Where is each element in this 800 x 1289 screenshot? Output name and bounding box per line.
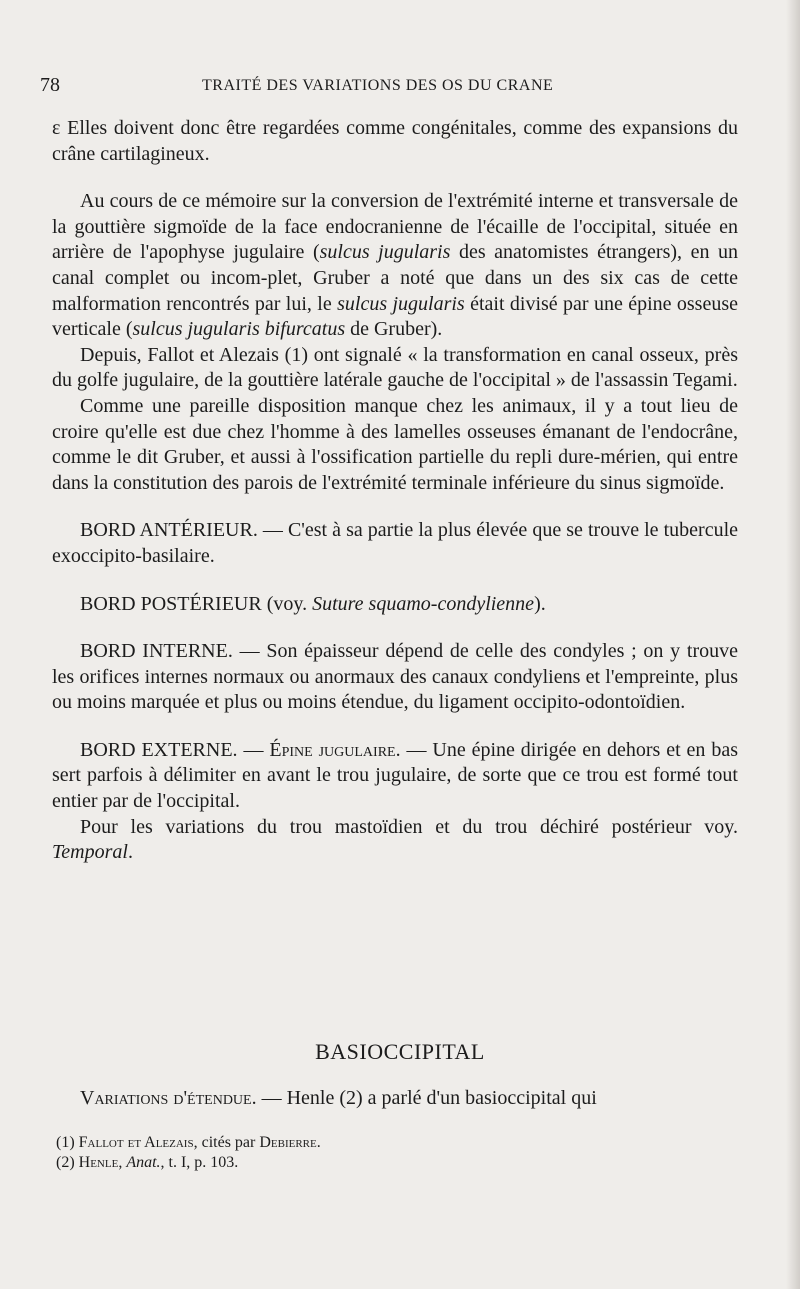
paragraph-bord-externe: [52, 738, 738, 815]
text-run: cités par: [197, 1134, 260, 1151]
text-run: — Henle (2) a parlé d'un basioccipital qui: [256, 1087, 597, 1109]
paragraph-3: Depuis, Fallot et Alezais (1) ont signalé « la transformation en canal osseux, près du golfe jugulaire, de la gouttière latérale gauche de l'occipital » de l'assassin Tegami.: [52, 343, 738, 392]
text-run: (voy.: [261, 592, 313, 615]
section-head: BORD ANTÉRIEUR.: [80, 519, 258, 542]
small-caps-term: Variations d'étendue.: [80, 1087, 257, 1109]
section-lead-paragraph: [52, 1086, 738, 1112]
section-head: BORD INTERNE.: [80, 640, 233, 663]
section-head: BORD EXTERNE.: [80, 738, 238, 761]
italic-term: sulcus jugularis: [337, 292, 465, 315]
footnote-2: [56, 1153, 736, 1173]
text-run: , t. I, p. 103.: [160, 1154, 239, 1171]
text-run: —: [237, 738, 270, 761]
text-run: des anatomistes étrangers), en un canal complet ou incom-plet, Gruber a noté que dans un des six cas de cette malformation rencontrés par lui, le: [52, 241, 738, 315]
italic-term: sulcus jugularis: [319, 241, 451, 264]
small-caps-term: Debierre.: [259, 1134, 321, 1151]
text-run: était divisé par une épine osseuse verticale (: [52, 292, 739, 341]
paragraph-4: Comme une pareille disposition manque chez les animaux, il y a tout lieu de croire qu'elle est due chez l'homme à des lamelles osseuses émanant de l'endocrâne, comme le dit Gruber, et aussi à l'ossification partielle du repli dure-mérien, qui entre dans la constitution des parois de l'extrémité terminale inférieure du sinus sigmoïde.: [52, 394, 738, 494]
text-run: Pour les variations du trou mastoïdien et du trou déchiré postérieur voy.: [80, 815, 738, 838]
text-run: — Une épine dirigée en dehors et en bas sert parfois à délimiter en avant le trou jugulaire, de sorte que ce trou est formé tout entier par de l'occipital.: [52, 738, 738, 813]
small-caps-term: Henle,: [78, 1154, 123, 1171]
paragraph-bord-posterieur: [52, 592, 738, 618]
page-edge-shadow: [786, 0, 800, 1289]
text-run: — C'est à sa partie la plus élevée que se trouve le tubercule exoccipito-basilaire.: [52, 519, 738, 567]
text-run: — Son épaisseur dépend de celle des condyles ; on y trouve les orifices internes normaux ou anormaux des canaux condyliens et l'empreinte, plus ou moins marquée et plus ou moins étendue, du ligament occipito-odontoïdien.: [52, 640, 738, 714]
section-lead: [52, 1086, 738, 1112]
section-head: BORD POSTÉRIEUR: [80, 592, 262, 615]
small-caps-term: Fallot et Alezais,: [78, 1134, 198, 1151]
italic-term: Anat.: [126, 1154, 161, 1171]
footnotes: [56, 1133, 736, 1173]
paragraph-1: ε Elles doivent donc être regardées comme congénitales, comme des expansions du crâne cartilagineux.: [52, 117, 738, 165]
italic-term: Temporal: [52, 841, 128, 864]
small-caps-term: Épine jugulaire.: [269, 738, 401, 761]
text-run: .: [127, 841, 133, 864]
body-text: [52, 116, 738, 866]
page-header: [40, 74, 740, 104]
italic-term: sulcus jugularis bifurcatus: [132, 318, 346, 341]
running-title: TRAITÉ DES VARIATIONS DES OS DU CRANE: [202, 77, 554, 94]
text-run: ).: [534, 592, 546, 615]
section-title: BASIOCCIPITAL: [315, 1039, 485, 1064]
paragraph-bord-interne: [52, 639, 738, 716]
page-number: 78: [40, 74, 60, 96]
footnote-number: (2): [56, 1154, 75, 1171]
paragraph-2: [52, 189, 738, 343]
text-run: de Gruber).: [345, 318, 443, 341]
italic-term: Suture squamo-condylienne: [312, 592, 535, 615]
text-run: Au cours de ce mémoire sur la conversion de l'extrémité interne et transversale de la gouttière sigmoïde de la face endocranienne de l'écaille de l'occipital, située en arrière de l'apophyse jugulaire (: [52, 190, 738, 264]
paragraph-bord-anterieur: [52, 518, 738, 569]
paragraph-9: [52, 815, 738, 866]
footnote-number: (1): [56, 1134, 75, 1151]
footnote-1: [56, 1133, 736, 1153]
